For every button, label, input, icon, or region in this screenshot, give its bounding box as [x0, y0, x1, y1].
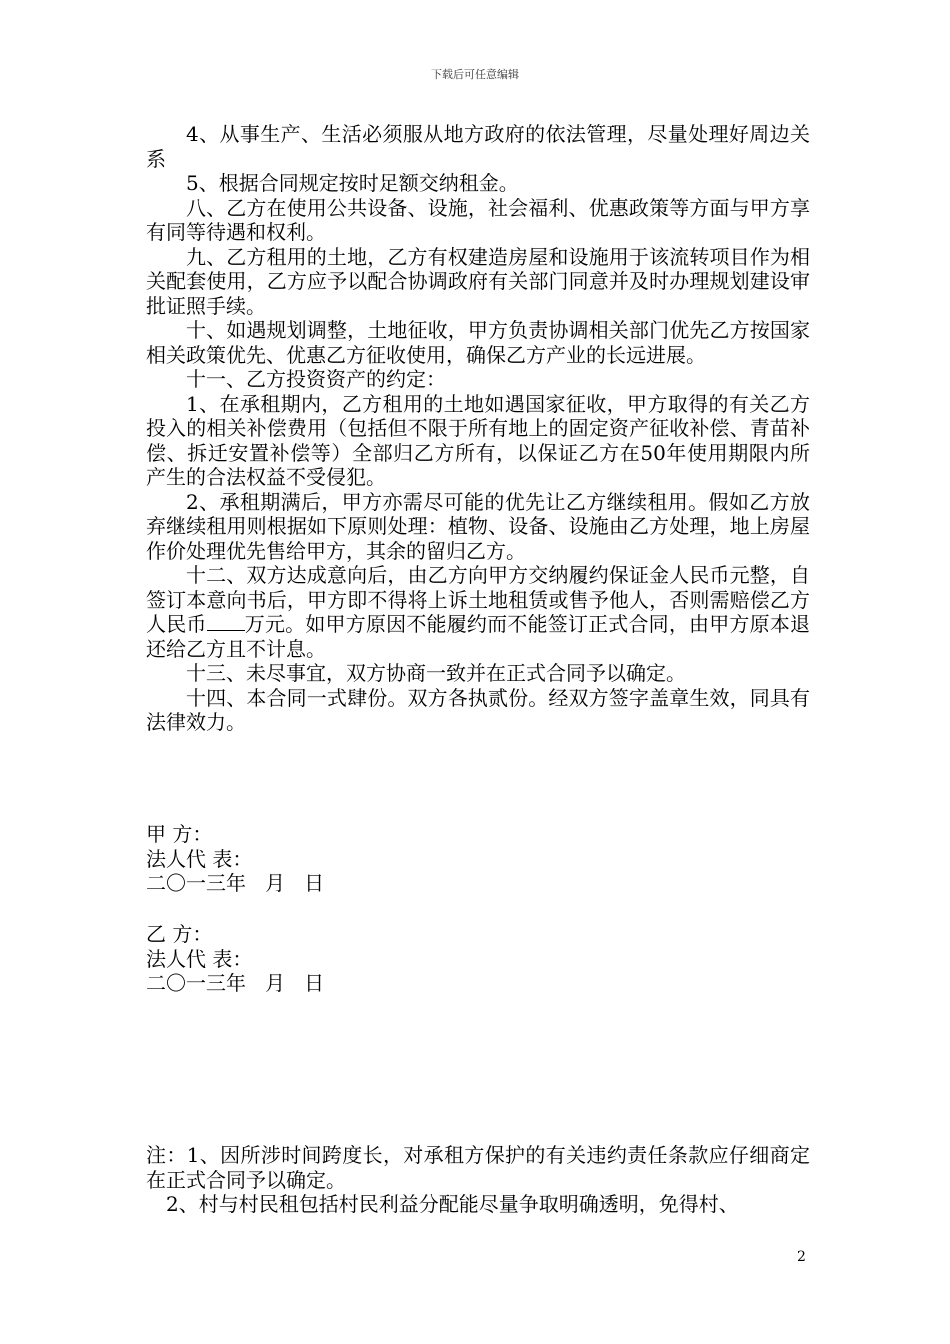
- party-a-representative: 法人代 表：: [146, 846, 253, 871]
- party-b-signature: [146, 922, 324, 996]
- paragraph: 十一、乙方投资资产的约定：: [186, 367, 446, 391]
- contract-body: [146, 122, 810, 735]
- paragraph: 八、乙方在使用公共设备、设施，社会福利、优惠政策等方面与甲方享有同等待遇和权利。: [146, 195, 810, 244]
- party-a-signature: [146, 822, 324, 896]
- paragraph-twelve-part1: 十二、双方达成意向后，由乙方向甲方交纳履约保证金人民币元整，自签订本意向书后，甲方即不得将上诉土地租赁或售予他人，否则需赔偿乙方人民币: [146, 563, 810, 636]
- paragraph: 4、从事生产、生活必须服从地方政府的依法管理，尽量处理好周边关系: [146, 122, 810, 171]
- paragraph: 1、在承租期内，乙方租用的土地如遇国家征收，甲方取得的有关乙方投入的相关补偿费用（包括但不限于所有地上的固定资产征收补偿、青苗补偿、拆迁安置补偿等）全部归乙方所有，以保证乙方在50年使用期限内所产生的合法权益不受侵犯。: [146, 391, 810, 489]
- paragraph: 十四、本合同一式肆份。双方各执贰份。经双方签字盖章生效，同具有法律效力。: [146, 685, 810, 734]
- party-b-label: 乙 方：: [146, 922, 213, 946]
- paragraph: 九、乙方租用的土地，乙方有权建造房屋和设施用于该流转项目作为相关配套使用，乙方应予以配合协调政府有关部门同意并及时办理规划建设审批证照手续。: [146, 244, 810, 318]
- notes-section: [146, 1143, 810, 1217]
- paragraph: 5、根据合同规定按时足额交纳租金。: [186, 171, 519, 195]
- paragraph: 十三、未尽事宜，双方协商一致并在正式合同予以确定。: [186, 661, 686, 685]
- header-note: 下载后可任意编辑: [431, 68, 519, 81]
- fill-in-blank: [207, 612, 245, 631]
- page-number: 2: [797, 1249, 806, 1265]
- party-a-label: 甲 方：: [146, 822, 213, 846]
- party-a-date: 二〇一三年 月 日: [146, 871, 325, 895]
- note-item: 注：1、因所涉时间跨度长，对承租方保护的有关违约责任条款应仔细商定在正式合同予以确定。: [146, 1143, 810, 1192]
- paragraph: 十、如遇规划调整，土地征收，甲方负责协调相关部门优先乙方按国家相关政策优先、优惠乙方征收使用，确保乙方产业的长远进展。: [146, 318, 810, 367]
- paragraph-twelve-part2: 万元。如甲方原因不能履约而不能签订正式合同，由甲方原本退还给乙方且不计息。: [146, 612, 811, 661]
- paragraph-twelve: [146, 563, 810, 661]
- paragraph: 2、承租期满后，甲方亦需尽可能的优先让乙方继续租用。假如乙方放弃继续租用则根据如下原则处理：植物、设备、设施由乙方处理，地上房屋作价处理优先售给甲方，其余的留归乙方。: [146, 489, 810, 563]
- note-item: 2、村与村民租包括村民利益分配能尽量争取明确透明，免得村、: [166, 1192, 739, 1216]
- party-b-date: 二〇一三年 月 日: [146, 971, 325, 995]
- party-b-representative: 法人代 表：: [146, 946, 253, 971]
